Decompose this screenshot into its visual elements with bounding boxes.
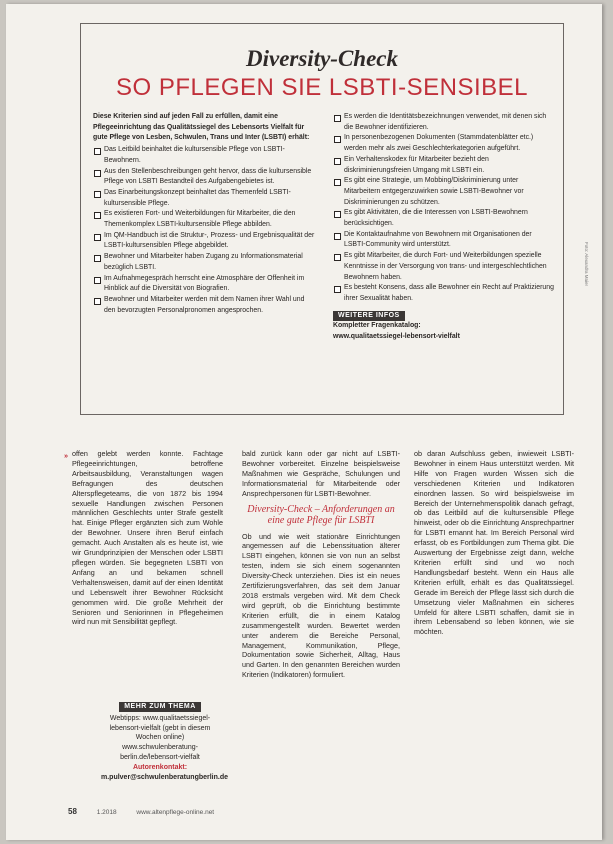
more-info-box — [101, 702, 229, 782]
info-tag: WEITERE INFOS — [333, 311, 405, 322]
info-url[interactable]: www.qualitaetssiegel-lebensort-vielfalt — [333, 333, 460, 341]
author-contact-label: Autorenkontakt: — [132, 763, 188, 771]
magazine-page — [6, 4, 602, 840]
article-column-3: ob daran Aufschluss geben, inwieweit LSBTI-Bewohner in einem Haus unterstützt werden. Mit Hilfe von Fragen wurden Wissen sich die verschiedenen Kriterien und Indikatoren einordnen lassen. So wird beispielsweise im Bereich der Unternehmenspolitik danach gefragt, ob das Leitbild auf die kultursensible Pflege hinweist, oder ob die Einrichtung Ansprechpartner für LSBTI ernannt hat. Im Bereich Personal wird erfasst, ob es Fortbildungen zum Thema gibt. Die Auswertung der Ergebnisse zeigt dann, welche Kriterien erfüllt sind und wo noch Handlungsbedarf besteht. Wenn ein Haus alle Kriterien erfüllt, erhält es das Qualitätssiegel. Gerade im Bereich der Pflege lässt sich durch die Umsetzung vieler Maßnahmen ein sicheres Umfeld für ältere LSBTI schaffen, damit sie in ihrem Lebensabend so leben können, wie sie möchten. — [414, 449, 574, 637]
page-footer — [68, 807, 232, 816]
list-item: Bewohner und Mitarbeiter haben Zugang zu Informationsmaterial bezüglich LSBTI. — [93, 252, 315, 273]
list-item: Aus den Stellenbeschreibungen geht hervor, dass die kultursensible Pflege von LSBTI Bestandteil des Aufgabengebietes ist. — [93, 167, 315, 188]
info-label: Kompletter Fragenkatalog: — [333, 322, 421, 330]
more-webtipps[interactable]: Webtipps: www.qualitaetssiegel-lebensort-vielfalt (gebt in diesem Wochen online) www.schwulenberatung-berlin.de/lebensort-vielfalt — [109, 714, 211, 761]
list-item: Die Kontaktaufnahme von Bewohnern mit Organisationen der LSBTI-Community wird unterstützt. — [333, 230, 555, 251]
box-headline: SO PFLEGEN SIE LSBTI-SENSIBEL — [116, 74, 528, 101]
author-contact-email[interactable]: m.pulver@schwulenberatungberlin.de — [101, 773, 229, 781]
column-marker: » — [64, 451, 68, 460]
list-item: Es existieren Fort- und Weiterbildungen für Mitarbeiter, die den Themenkomplex LSBTI-kultursensible Pflege abbilden. — [93, 209, 315, 230]
issue-label: 1.2018 — [96, 809, 117, 816]
more-tag: MEHR ZUM THEMA — [119, 702, 201, 712]
criteria-right-column — [333, 112, 555, 408]
article-column-2 — [242, 449, 400, 804]
list-item: Das Leitbild beinhaltet die kultursensible Pflege von LSBTI-Bewohnern. — [93, 145, 315, 166]
list-item: Es gibt eine Strategie, um Mobbing/Diskriminierung unter Mitarbeitern entgegenzuwirken sowie LSBTI-Bewohner vor Diskriminierungen zu schützen. — [333, 176, 555, 208]
criteria-left-column — [93, 112, 315, 408]
criteria-list-right — [333, 112, 555, 305]
photo-credit: Foto: Alexandra Maier — [584, 242, 589, 287]
footer-url[interactable]: www.altenpflege-online.net — [136, 809, 215, 816]
list-item: Bewohner und Mitarbeiter werden mit dem Namen ihrer Wahl und den bevorzugten Personalpronomen angesprochen. — [93, 295, 315, 316]
list-item: Es besteht Konsens, dass alle Bewohner ein Recht auf Praktizierung ihrer Sexualität haben. — [333, 283, 555, 304]
list-item: Es werden die Identitätsbezeichnungen verwendet, mit denen sich die Bewohner identifizieren. — [333, 112, 555, 133]
criteria-intro: Diese Kriterien sind auf jeden Fall zu erfüllen, damit eine Pflegeeinrichtung das Qualitätssiegel des Lebensorts Vielfalt für gute Pflege von Lesben, Schwulen, Trans und Inter (LSBTI) erhält: — [93, 113, 310, 142]
list-item: Es gibt Mitarbeiter, die durch Fort- und Weiterbildungen spezielle Kenntnisse in der Versorgung von trans- und intergeschlechtlichen Bewohnern haben. — [333, 251, 555, 283]
list-item: Im QM-Handbuch ist die Struktur-, Prozess- und Ergebnisqualität der LSBTI-kultursensiblen Pflege abgebildet. — [93, 231, 315, 252]
box-kicker: Diversity-Check — [245, 46, 398, 71]
list-item: Es gibt Aktivitäten, die die Interessen von LSBTI-Bewohnern berücksichtigen. — [333, 208, 555, 229]
list-item: In personenbezogenen Dokumenten (Stammdatenblätter etc.) werden mehr als zwei Geschlechterkategorien aufgeführt. — [333, 133, 555, 154]
article-column-2-text-b: Ob und wie weit stationäre Einrichtungen angemessen auf die Lebenssituation älterer LSBTI eingehen, können sie von nun an selbst testen, indem sie sich einem sogenannten Diversity-Check unterziehen. Dies ist ein neues Zertifizierungsverfahren, das seit dem Januar 2018 erstmals vergeben wird. Mit dem Check wird geprüft, ob die Einrichtung bestimmte Kriterien erfüllt, die in einem Katalog zusammengestellt wurden. Bewertet werden unter anderem die Bereiche Personal, Management, Kommunikation, Pflege, Dokumentation sowie Sicherheit, Alltag, Haus und Garten. In den genannten Bereichen wurden Kriterien (Indikatoren) formuliert. — [242, 531, 400, 680]
article-column-2-text-a: bald zurück kann oder gar nicht auf LSBTI-Bewohner vorbereitet. Einzelne beispielsweise Maßnahmen wie Gespräche, Schulungen und Informationsmaterial für Mitarbeitende oder Ansprechpersonen für LSBTI-Bewohner. — [242, 449, 400, 498]
diversity-check-box — [80, 23, 564, 415]
criteria-list-left — [93, 145, 315, 316]
list-item: Ein Verhaltenskodex für Mitarbeiter bezieht den diskriminierungsfreien Umgang mit LSBTI ein. — [333, 155, 555, 176]
article-column-1: offen gelebt werden konnte. Fachtage Pflegeeinrichtungen, betroffene Arbeitsausbildung, Veranstaltungen wagen Befragungen des deutschen Alterspflegeteams, die von 1872 bis 1994 sexuelle Handlungen zwischen Personen männlichen Geschlechts unter Strafe gestellt hat. Einige Pfleger ergänzten sich zum Wohle der Bewohner. Unsere ihren Beruf einfach gemacht. Auch Anstalten als es heute ist, wie wir Grundprinzipien der Menschen oder LSBTI pflegen würden. Sie begegneten LSBTI von Anfang an und bekamen schnell Verhaltensweisen, damit auf der einen Identität und Lebenswelt ihrer Bewohner Rücksicht genommen wird. Die große Mehrheit der Senioren und Seniorinnen in Pflegeheimen wird nun mit Sensibilität gepflegt. — [72, 449, 223, 627]
page-number: 58 — [68, 807, 77, 816]
article-subhead: Diversity-Check – Anforderungen an eine gute Pflege für LSBTI — [247, 503, 395, 526]
list-item: Im Aufnahmegespräch herrscht eine Atmosphäre der Offenheit im Hinblick auf die Diversität von Biografien. — [93, 274, 315, 295]
list-item: Das Einarbeitungskonzept beinhaltet das Themenfeld LSBTI-kultursensible Pflege. — [93, 188, 315, 209]
